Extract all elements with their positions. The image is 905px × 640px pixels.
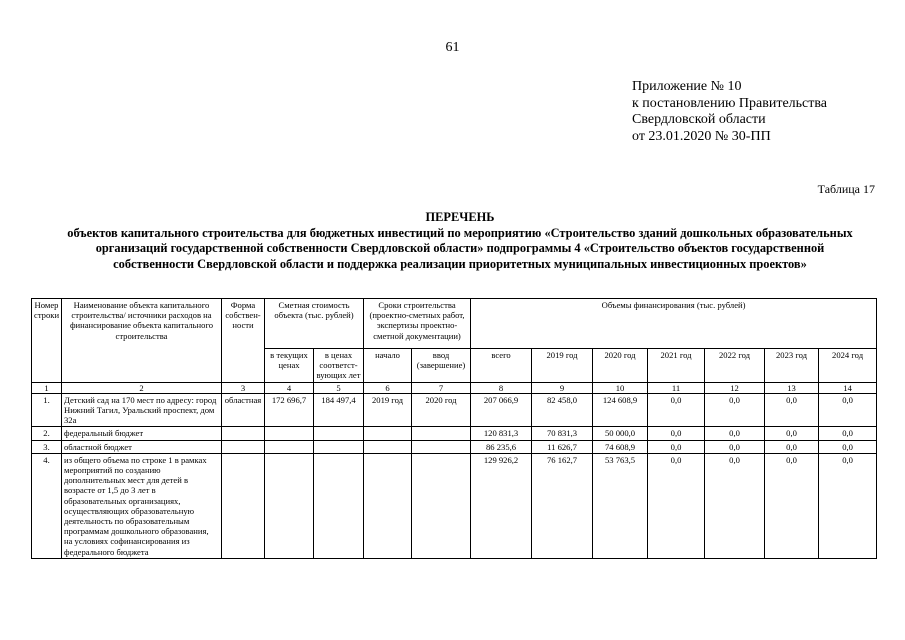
financing-table xyxy=(31,298,877,559)
row-cost-years xyxy=(314,427,364,440)
row-total: 120 831,3 xyxy=(471,427,532,440)
title-heading: ПЕРЕЧЕНЬ xyxy=(425,210,495,224)
column-number: 3 xyxy=(222,382,265,393)
row-name: федеральный бюджет xyxy=(62,427,222,440)
row-start xyxy=(364,427,412,440)
table-row xyxy=(32,453,877,558)
annex-line: Свердловской области xyxy=(632,112,766,127)
title-line: собственности Свердловской области и поддержка реализации приоритетных муниципальных инвестиционных проектов» xyxy=(113,256,807,271)
row-ownership xyxy=(222,453,265,558)
table-row xyxy=(32,393,877,427)
header-2022: 2022 год xyxy=(705,349,765,383)
row-end xyxy=(412,453,471,558)
row-end: 2020 год xyxy=(412,393,471,427)
title-line: объектов капитального строительства для бюджетных инвестиций по мероприятию «Строительство зданий дошкольных образовательных xyxy=(67,225,853,240)
row-cost-current: 172 696,7 xyxy=(265,393,314,427)
header-end: ввод (завершение) xyxy=(412,349,471,383)
document-title xyxy=(30,210,890,272)
column-number: 1 xyxy=(32,382,62,393)
header-terms: Сроки строительства (проектно-сметных работ, экспертизы проектно-сметной документации) xyxy=(364,299,471,349)
row-2023: 0,0 xyxy=(765,440,819,453)
table-row xyxy=(32,440,877,453)
row-2023: 0,0 xyxy=(765,453,819,558)
row-2023: 0,0 xyxy=(765,427,819,440)
column-number: 2 xyxy=(62,382,222,393)
row-2020: 124 608,9 xyxy=(593,393,648,427)
row-2023: 0,0 xyxy=(765,393,819,427)
row-cost-years: 184 497,4 xyxy=(314,393,364,427)
row-name: областной бюджет xyxy=(62,440,222,453)
row-2022: 0,0 xyxy=(705,453,765,558)
row-2020: 53 763,5 xyxy=(593,453,648,558)
row-cost-years xyxy=(314,440,364,453)
row-number: 4. xyxy=(32,453,62,558)
annex-block xyxy=(632,79,827,145)
column-number: 6 xyxy=(364,382,412,393)
row-start xyxy=(364,453,412,558)
header-2020: 2020 год xyxy=(593,349,648,383)
row-2019: 76 162,7 xyxy=(532,453,593,558)
row-name: из общего объема по строке 1 в рамках мероприятий по созданию дополнительных мест для детей в возрасте от 1,5 до 3 лет в образовательных организациях, осуществляющих образовательную деятельность по образовательным программам дошкольного образования, на условиях софинансирования из федерального бюджета xyxy=(62,453,222,558)
table-row xyxy=(32,427,877,440)
column-number: 5 xyxy=(314,382,364,393)
row-2024: 0,0 xyxy=(819,393,877,427)
row-2024: 0,0 xyxy=(819,453,877,558)
header-row xyxy=(32,299,877,349)
row-2020: 74 608,9 xyxy=(593,440,648,453)
header-row-no: Номер строки xyxy=(32,299,62,383)
header-volumes: Объемы финансирования (тыс. рублей) xyxy=(471,299,877,349)
row-2022: 0,0 xyxy=(705,427,765,440)
row-number: 3. xyxy=(32,440,62,453)
header-2023: 2023 год xyxy=(765,349,819,383)
header-2021: 2021 год xyxy=(648,349,705,383)
header-cost: Сметная стоимость объекта (тыс. рублей) xyxy=(265,299,364,349)
column-number: 9 xyxy=(532,382,593,393)
header-total: всего xyxy=(471,349,532,383)
row-start xyxy=(364,440,412,453)
row-2021: 0,0 xyxy=(648,440,705,453)
row-ownership: областная xyxy=(222,393,265,427)
row-name: Детский сад на 170 мест по адресу: город Нижний Тагил, Уральский проспект, дом 32а xyxy=(62,393,222,427)
title-line: организаций государственной собственности Свердловской области» подпрограммы 4 «Строительство объектов государственной xyxy=(95,241,825,255)
row-cost-current xyxy=(265,427,314,440)
column-number: 4 xyxy=(265,382,314,393)
row-cost-current xyxy=(265,440,314,453)
row-2019: 82 458,0 xyxy=(532,393,593,427)
row-cost-current xyxy=(265,453,314,558)
row-2021: 0,0 xyxy=(648,453,705,558)
header-2024: 2024 год xyxy=(819,349,877,383)
row-end xyxy=(412,427,471,440)
row-total: 207 066,9 xyxy=(471,393,532,427)
annex-line: Приложение № 10 xyxy=(632,79,742,94)
header-cost-years: в ценах соответст-вующих лет xyxy=(314,349,364,383)
row-ownership xyxy=(222,427,265,440)
row-2021: 0,0 xyxy=(648,393,705,427)
row-cost-years xyxy=(314,453,364,558)
header-2019: 2019 год xyxy=(532,349,593,383)
header-start: начало xyxy=(364,349,412,383)
row-2024: 0,0 xyxy=(819,440,877,453)
header-cost-current: в текущих ценах xyxy=(265,349,314,383)
column-number: 10 xyxy=(593,382,648,393)
row-number: 1. xyxy=(32,393,62,427)
row-total: 129 926,2 xyxy=(471,453,532,558)
row-end xyxy=(412,440,471,453)
annex-line: к постановлению Правительства xyxy=(632,95,828,111)
row-number: 2. xyxy=(32,427,62,440)
row-start: 2019 год xyxy=(364,393,412,427)
row-2022: 0,0 xyxy=(705,393,765,427)
page-number: 61 xyxy=(445,40,460,55)
column-number: 12 xyxy=(705,382,765,393)
column-number-row xyxy=(32,382,877,393)
header-ownership: Форма собствен-ности xyxy=(222,299,265,383)
table-label: Таблица 17 xyxy=(817,182,875,196)
row-2024: 0,0 xyxy=(819,427,877,440)
row-ownership xyxy=(222,440,265,453)
column-number: 8 xyxy=(471,382,532,393)
row-2022: 0,0 xyxy=(705,440,765,453)
column-number: 13 xyxy=(765,382,819,393)
column-number: 11 xyxy=(648,382,705,393)
row-2019: 11 626,7 xyxy=(532,440,593,453)
row-2021: 0,0 xyxy=(648,427,705,440)
row-2019: 70 831,3 xyxy=(532,427,593,440)
row-2020: 50 000,0 xyxy=(593,427,648,440)
annex-line: от 23.01.2020 № 30-ПП xyxy=(632,128,771,144)
row-total: 86 235,6 xyxy=(471,440,532,453)
column-number: 14 xyxy=(819,382,877,393)
column-number: 7 xyxy=(412,382,471,393)
header-name: Наименование объекта капитального строительства/ источники расходов на финансирование объекта капитального строительства xyxy=(62,299,222,383)
